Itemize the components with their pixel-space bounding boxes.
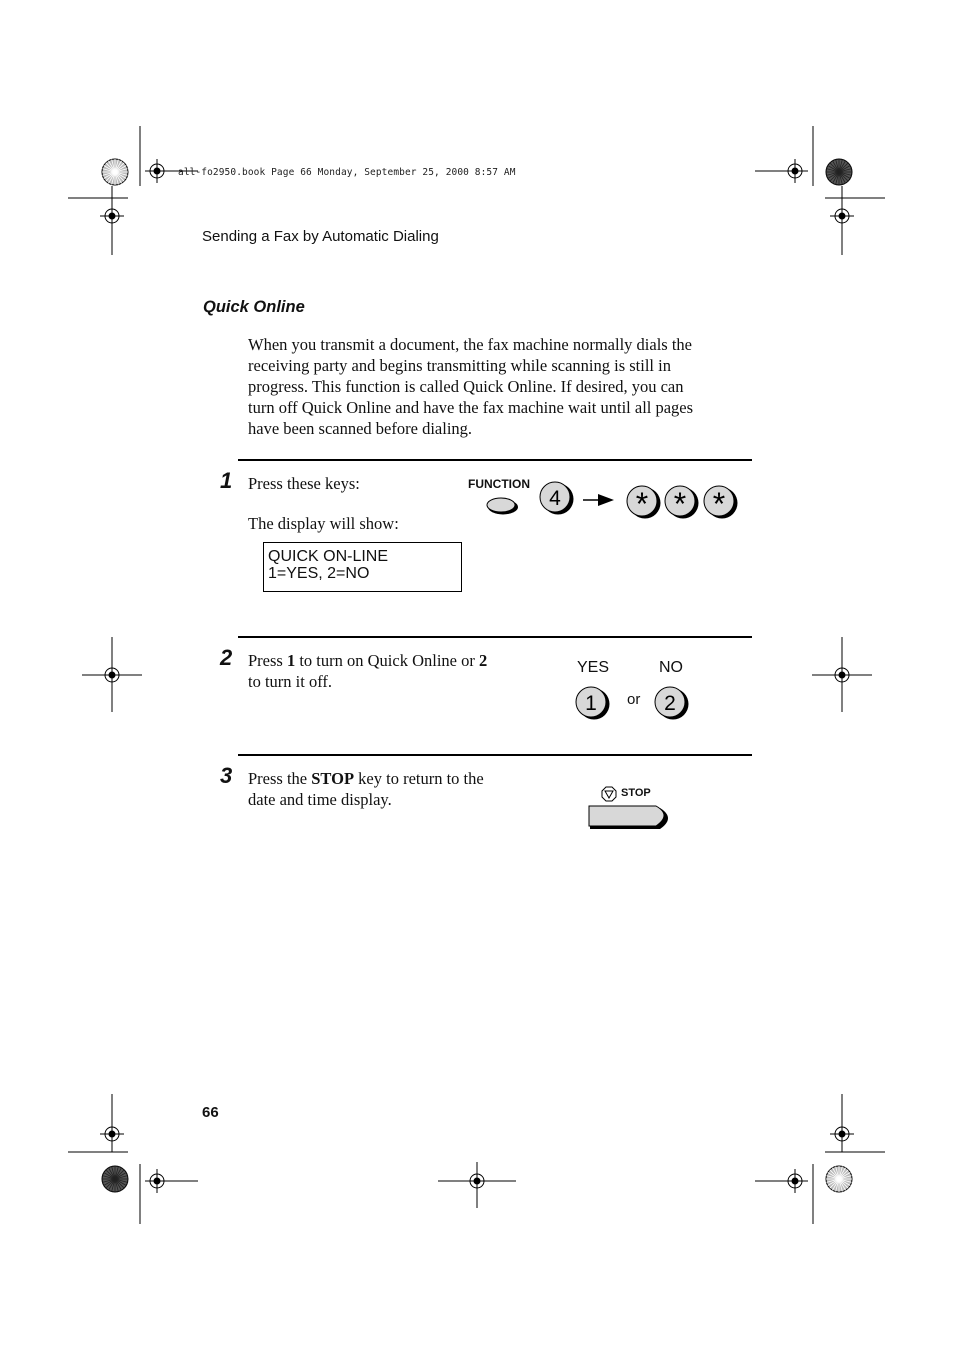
key-1-label: 1: [585, 692, 597, 715]
bold-key-2: 2: [478, 651, 488, 670]
key-4-label: 4: [549, 487, 561, 510]
step-3-instruction-line-2: date and time display.: [248, 790, 392, 809]
yes-label: YES: [577, 659, 610, 676]
text-run: to turn on Quick Online or: [295, 651, 479, 670]
or-label: or: [627, 691, 641, 708]
star-key-label: *: [635, 486, 649, 522]
step-1-instruction: Press these keys:: [248, 474, 360, 493]
no-label: NO: [659, 659, 683, 676]
intro-line: have been scanned before dialing.: [248, 419, 473, 438]
step-number: 1: [220, 468, 233, 493]
step-number: 2: [220, 645, 233, 670]
running-header: Sending a Fax by Automatic Dialing: [202, 228, 439, 245]
intro-line: When you transmit a document, the fax machine normally dials the: [248, 335, 692, 354]
function-key-label: FUNCTION: [468, 477, 530, 491]
stop-octagon-icon: [602, 787, 616, 801]
text-run: Press: [248, 651, 287, 670]
step-1-display-caption: The display will show:: [248, 514, 399, 533]
text-run: Press the: [248, 769, 312, 788]
display-line-2: 1=YES, 2=NO: [268, 565, 370, 582]
step-number: 3: [220, 763, 233, 788]
star-key-label: *: [712, 486, 726, 522]
stop-key-label: STOP: [621, 787, 651, 799]
page-number: 66: [202, 1104, 219, 1121]
section-title: Quick Online: [203, 298, 305, 316]
display-line-1: QUICK ON-LINE: [268, 548, 389, 565]
stop-key[interactable]: [589, 806, 668, 829]
intro-line: turn off Quick Online and have the fax machine wait until all pages: [248, 398, 694, 417]
star-key-label: *: [673, 486, 687, 522]
intro-line: progress. This function is called Quick Online. If desired, you can: [248, 377, 684, 396]
key-2-label: 2: [664, 692, 676, 715]
bold-stop: STOP: [311, 769, 355, 788]
text-run: key to return to the: [354, 769, 484, 788]
step-2-instruction-line-2: to turn it off.: [248, 672, 333, 691]
bold-key-1: 1: [286, 651, 296, 670]
intro-line: receiving party and begins transmitting while scanning is still in: [248, 356, 671, 375]
printer-slug: all-fo2950.book Page 66 Monday, September 25, 2000 8:57 AM: [178, 167, 516, 178]
